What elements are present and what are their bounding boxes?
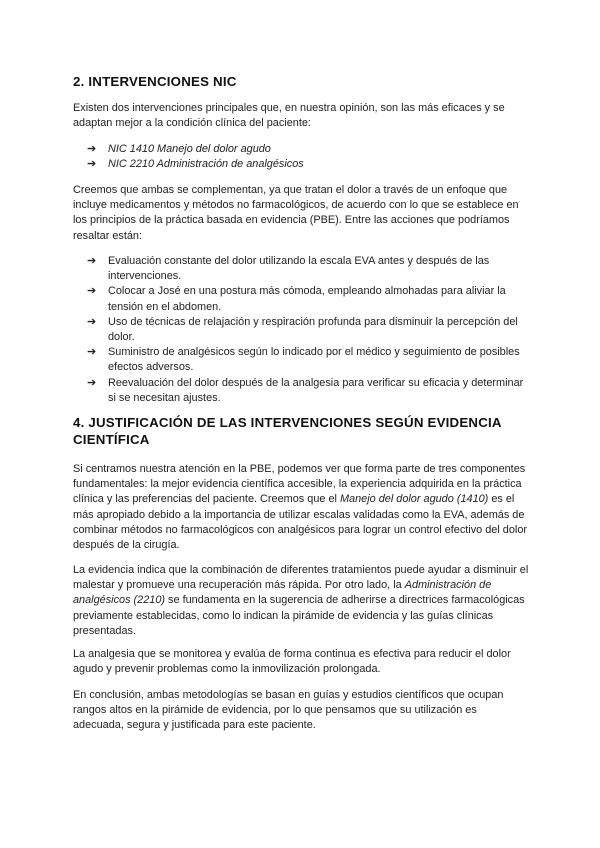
actions-list (73, 254, 529, 406)
arrow-icon: ➔ (87, 285, 97, 298)
action-item (73, 254, 529, 284)
action-text: Suministro de analgésicos según lo indicado por el médico y seguimiento de posibles efectos adversos. (108, 346, 520, 374)
section-4-heading (73, 414, 502, 448)
section-2-intro: Existen dos intervenciones principales que, en nuestra opinión, son las más eficaces y se adaptan mejor a la condición clínica del paciente: (73, 102, 505, 130)
action-text: Colocar a José en una postura más cómoda, empleando almohadas para aliviar la tensión en el abdomen. (108, 285, 506, 313)
p2-start: La evidencia indica que la combinación de diferentes tratamientos puede ayudar a disminuir el malestar y promueve una recuperación más rápida. Por otro lado, la (73, 564, 529, 592)
action-text: Evaluación constante del dolor utilizando la escala EVA antes y después de las intervenciones. (108, 255, 490, 283)
section-4-paragraph-4: En conclusión, ambas metodologías se basan en guías y estudios científicos que ocupan rangos altos en la pirámide de evidencia, por lo que pensamos que su utilización es adecuada, segura y justificada para este paciente. (73, 689, 504, 732)
p2-end: se fundamenta en la sugerencia de adherirse a directrices farmacológicas previamente establecidas, como lo indican la pirámide de evidencia y las guías clínicas presentadas. (73, 594, 525, 637)
p1-start: Si centramos nuestra atención en la PBE, podemos ver que forma parte de tres componentes fundamentales: la mejor evidencia científica accesible, la experiencia adquirida en la práctica clínica y las preferencias del paciente. Creemos que el (73, 463, 526, 506)
section-4-heading-line1: 4. JUSTIFICACIÓN DE LAS INTERVENCIONES SEGÚN EVIDENCIA (73, 415, 502, 430)
action-item (73, 284, 529, 314)
action-item (73, 376, 529, 406)
action-item (73, 345, 529, 375)
p2-italic: Administración de analgésicos (2210) (73, 579, 492, 607)
section-2-paragraph: Creemos que ambas se complementan, ya que tratan el dolor a través de un enfoque que incluye medicamentos y métodos no farmacológicos, de acuerdo con lo que se establece en los principios de la práctica basada en evidencia (PBE). Entre las acciones que podríamos resaltar están: (73, 184, 519, 242)
arrow-icon: ➔ (87, 376, 97, 389)
p1-italic: Manejo del dolor agudo (1410) (339, 493, 489, 506)
section-4-paragraph-2 (73, 563, 529, 639)
arrow-icon: ➔ (87, 255, 97, 267)
section-4-paragraph-3: La analgesia que se monitorea y evalúa de forma continua es efectiva para reducir el dolor agudo y prevenir problemas como la inmovilización prolongada. (73, 648, 511, 676)
arrow-icon: ➔ (87, 143, 97, 155)
arrow-icon: ➔ (87, 315, 97, 328)
nic-list (73, 142, 529, 172)
section-4-paragraph-1 (73, 462, 529, 553)
arrow-icon: ➔ (87, 346, 97, 359)
action-text: Uso de técnicas de relajación y respiración profunda para disminuir la percepción del dolor. (108, 315, 518, 344)
nic-list-item (73, 157, 529, 172)
arrow-icon: ➔ (87, 158, 97, 171)
nic-item-text: NIC 1410 Manejo del dolor agudo (108, 143, 271, 155)
nic-item-text: NIC 2210 Administración de analgésicos (108, 158, 304, 171)
action-item (73, 315, 529, 345)
section-4-heading-line2: CIENTÍFICA (73, 432, 150, 447)
section-2-heading: 2. INTERVENCIONES NIC (73, 74, 237, 89)
p1-end: es el más apropiado debido a la importancia de utilizar escalas validadas como la EVA, además de combinar métodos no farmacológicos con analgésicos para lograr un control efectivo del dolor después de la cirugía. (73, 493, 528, 552)
action-text: Reevaluación del dolor después de la analgesia para verificar su eficacia y determinar si se necesitan ajustes. (108, 376, 524, 404)
nic-list-item (73, 142, 529, 157)
